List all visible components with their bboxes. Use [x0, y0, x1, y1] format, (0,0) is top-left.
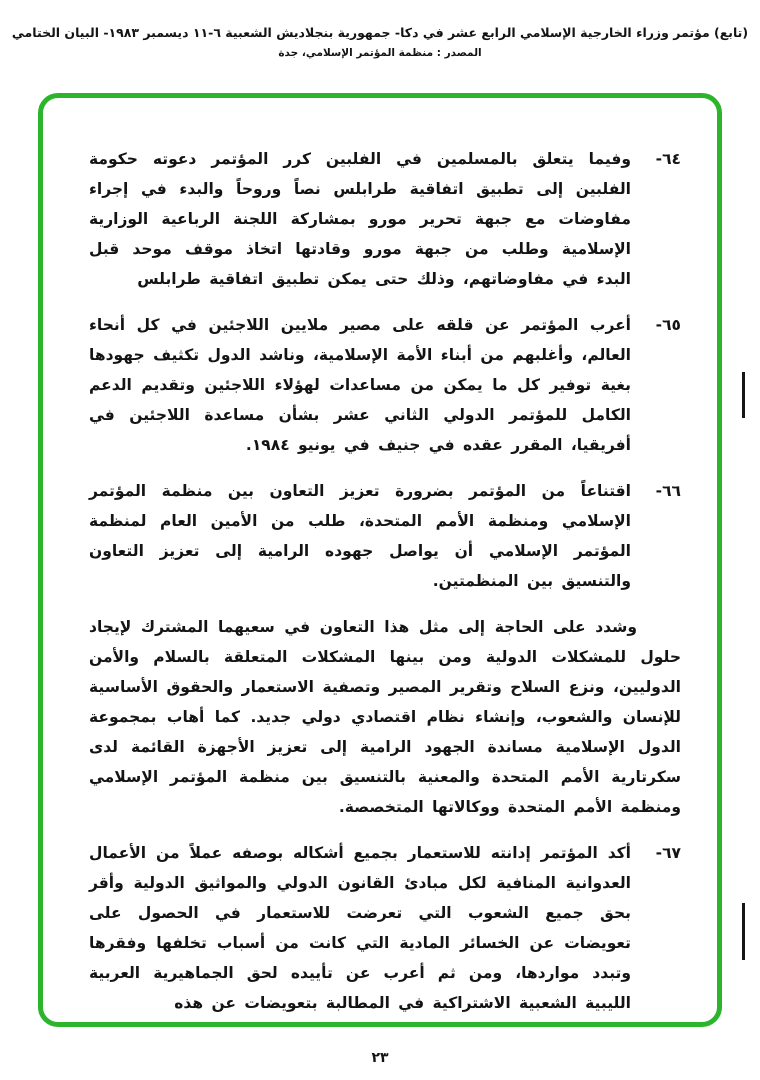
paragraph-text: أعرب المؤتمر عن قلقه على مصير ملايين اللاجئين في كل أنحاء العالم، وأغلبهم من أبناء الأمة الإسلامية، وناشد الدول تكثيف جهودها بغية توفير كل ما يمكن من مساعدات لهؤلاء اللاجئين وتقديم الدعم الكامل للمؤتمر الدولي الثاني عشر بشأن مساعدة اللاجئين في أفريقيا، المقرر عقده في جنيف في يونيو ١٩٨٤.	[89, 316, 631, 454]
green-content-frame	[38, 93, 722, 1027]
document-header	[0, 0, 760, 59]
document-title: (تابع) مؤتمر وزراء الخارجية الإسلامي الرابع عشر في دكا- جمهورية بنجلاديش الشعبية ٦-١١ ديسمبر ١٩٨٣- البيان الختامي	[11, 25, 749, 40]
paragraph-text: اقتناعاً من المؤتمر بضرورة تعزيز التعاون بين منظمة المؤتمر الإسلامي ومنظمة الأمم المتحدة، طلب من الأمين العام لمنظمة المؤتمر الإسلامي أن يواصل جهوده الرامية إلى تعزيز التعاون والتنسيق بين المنظمتين.	[89, 482, 631, 590]
paragraph-64	[89, 144, 681, 294]
paragraph-number: ٦٥-	[655, 316, 681, 334]
paragraph-text: وشدد على الحاجة إلى مثل هذا التعاون في سعيهما المشترك لإيجاد حلول للمشكلات الدولية ومن بينها المشكلات المتعلقة بالسلام والأمن الدوليين، ونزع السلاح وتقرير المصير وتصفية الاستعمار والحقوق الأساسية للإنسان والشعوب، وإنشاء نظام اقتصادي دولي جديد. كما أهاب بمجموعة الدول الإسلامية مساندة الجهود الرامية إلى تعزيز الأجهزة القائمة لدى سكرتارية الأمم المتحدة والمعنية بالتنسيق بين منظمة المؤتمر الإسلامي ومنظمة الأمم المتحدة ووكالاتها المتخصصة.	[89, 618, 681, 816]
document-source: المصدر : منظمة المؤتمر الإسلامي، جدة	[278, 47, 482, 59]
document-body	[43, 98, 717, 1018]
paragraph-text: أكد المؤتمر إدانته للاستعمار بجميع أشكاله بوصفه عملاً من الأعمال العدوانية المنافية لكل مبادئ القانون الدولي والمواثيق الدولية وأقر بحق جميع الشعوب التي تعرضت للاستعمار في الحصول على تعويضات عن الخسائر المادية التي كانت من أسباب تخلفها وفقرها وتبدد مواردها، ومن ثم أعرب عن تأييده لحق الجماهيرية العربية الليبية الشعبية الاشتراكية في المطالبة بتعويضات عن هذه	[89, 844, 631, 1012]
paragraph-67	[89, 838, 681, 1018]
paragraph-number: ٦٤-	[655, 150, 681, 168]
paragraph-66	[89, 476, 681, 596]
page-number: ٢٣	[371, 1050, 389, 1066]
paragraph-continuation	[89, 612, 681, 822]
margin-mark	[742, 372, 745, 418]
paragraph-text: وفيما يتعلق بالمسلمين في الفلبين كرر المؤتمر دعوته حكومة الفلبين إلى تطبيق اتفاقية طرابلس نصاً وروحاً والبدء في إجراء مفاوضات مع جبهة تحرير مورو بمشاركة اللجنة الرباعية الوزارية الإسلامية وطلب من جبهة مورو وقادتها اتخاذ موقف موحد قبل البدء في مفاوضاتهم، وذلك حتى يمكن تطبيق اتفاقية طرابلس	[89, 150, 631, 288]
paragraph-number: ٦٧-	[655, 844, 681, 862]
page-footer	[0, 1050, 760, 1066]
margin-mark	[742, 903, 745, 960]
paragraph-65	[89, 310, 681, 460]
paragraph-number: ٦٦-	[655, 482, 681, 500]
